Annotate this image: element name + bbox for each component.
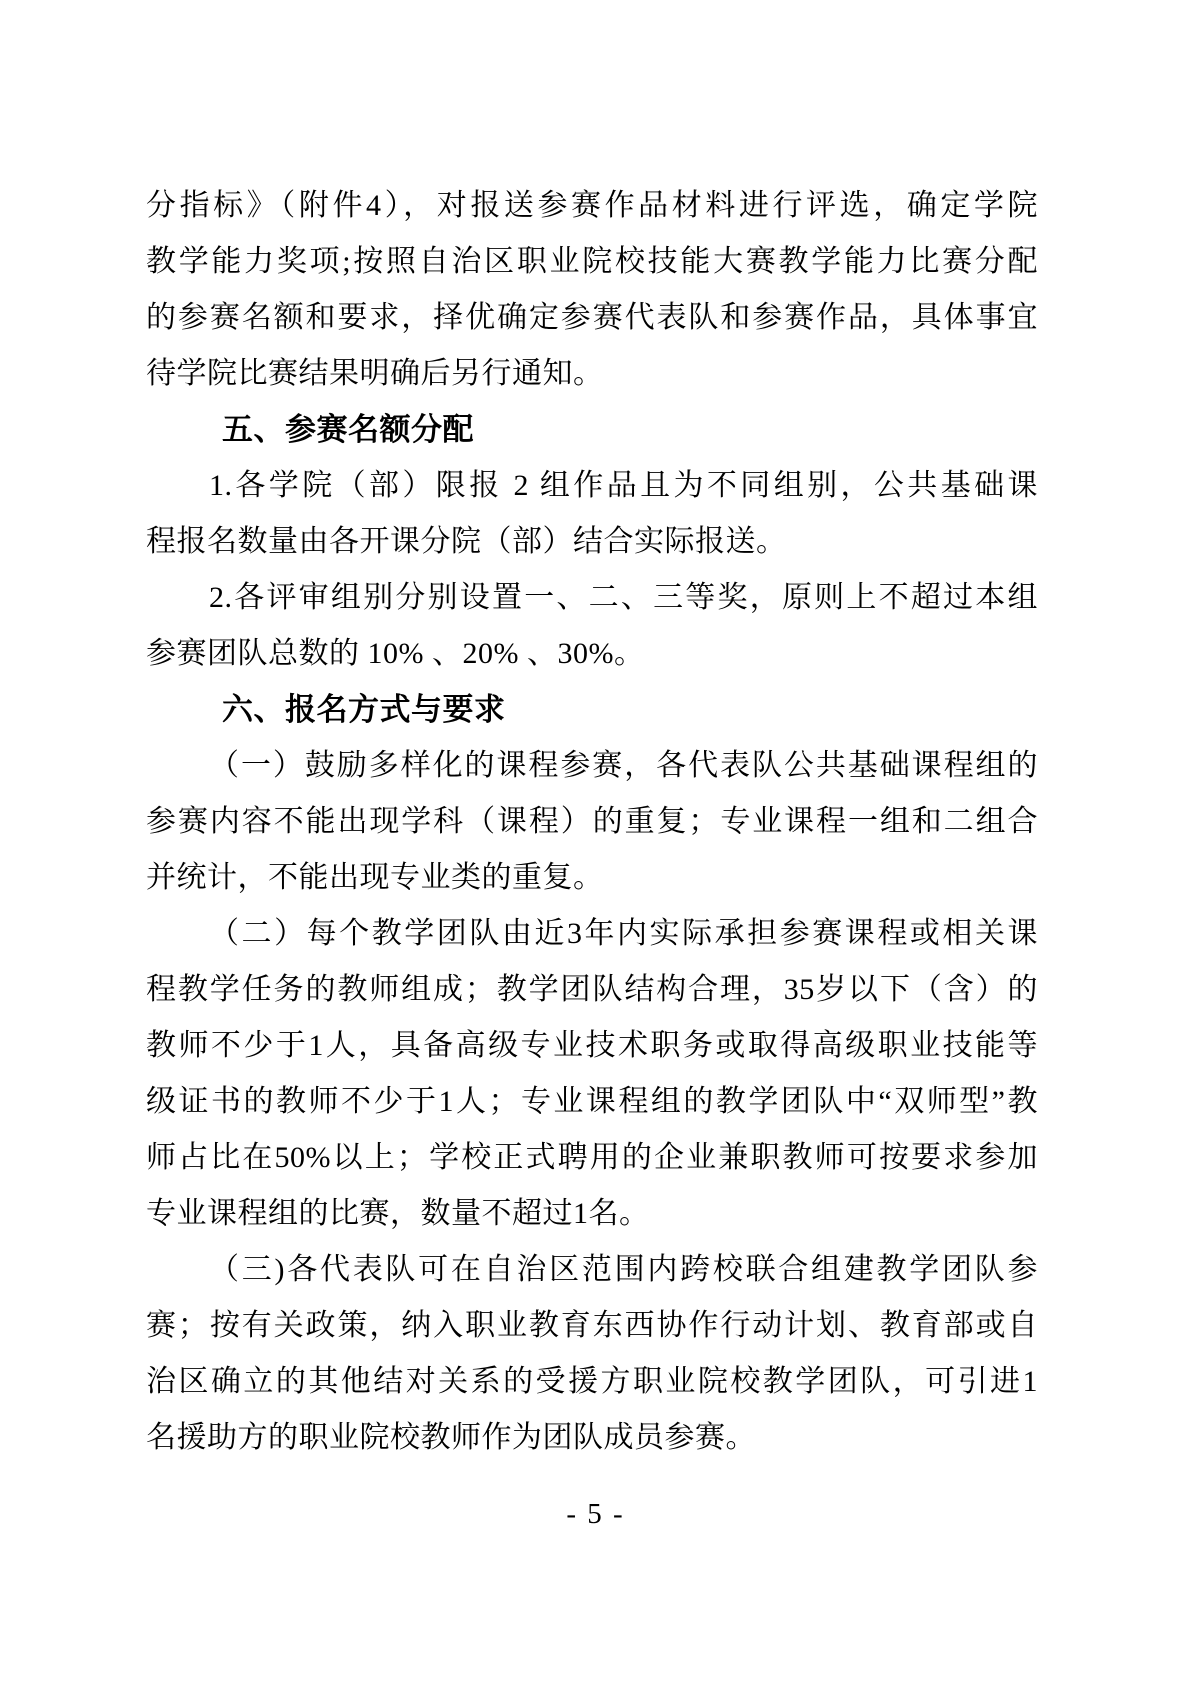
doc-line: 程报名数量由各开课分院（部）结合实际报送。 [146,525,787,558]
doc-line: 级证书的教师不少于1人；专业课程组的教学团队中“双师型”教 [146,1085,1038,1118]
doc-line: 教师不少于1人，具备高级专业技术职务或取得高级职业技能等 [146,1029,1038,1062]
doc-line: （一）鼓励多样化的课程参赛，各代表队公共基础课程组的 [209,749,1038,782]
doc-line: （三)各代表队可在自治区范围内跨校联合组建教学团队参 [209,1253,1038,1286]
doc-line: 参赛团队总数的 10% 、20% 、30%。 [146,637,645,670]
doc-line: 分指标》（附件4），对报送参赛作品材料进行评选，确定学院 [146,189,1038,222]
doc-line: 1.各学院（部）限报 2 组作品且为不同组别，公共基础课 [209,469,1038,502]
section-heading-6: 六、报名方式与要求 [222,692,506,727]
doc-line: 程教学任务的教师组成；教学团队结构合理，35岁以下（含）的 [146,973,1038,1006]
doc-line: 的参赛名额和要求，择优确定参赛代表队和参赛作品，具体事宜 [146,301,1038,334]
section-heading-5: 五、参赛名额分配 [222,412,474,447]
document-body [146,178,1038,1466]
doc-line: 专业课程组的比赛，数量不超过1名。 [146,1197,650,1230]
doc-line: 赛；按有关政策，纳入职业教育东西协作行动计划、教育部或自 [146,1309,1038,1342]
doc-line: 参赛内容不能出现学科（课程）的重复；专业课程一组和二组合 [146,805,1038,838]
doc-line: （二）每个教学团队由近3年内实际承担参赛课程或相关课 [209,917,1038,950]
doc-line: 2.各评审组别分别设置一、二、三等奖，原则上不超过本组 [209,581,1038,614]
doc-line: 治区确立的其他结对关系的受援方职业院校教学团队，可引进1 [146,1365,1038,1398]
doc-line: 师占比在50%以上；学校正式聘用的企业兼职教师可按要求参加 [146,1141,1038,1174]
doc-line: 名援助方的职业院校教师作为团队成员参赛。 [146,1421,756,1454]
page-number: - 5 - [566,1498,625,1530]
doc-line: 教学能力奖项;按照自治区职业院校技能大赛教学能力比赛分配 [146,245,1038,278]
doc-line: 待学院比赛结果明确后另行通知。 [146,357,604,390]
doc-line: 并统计，不能出现专业类的重复。 [146,861,604,894]
